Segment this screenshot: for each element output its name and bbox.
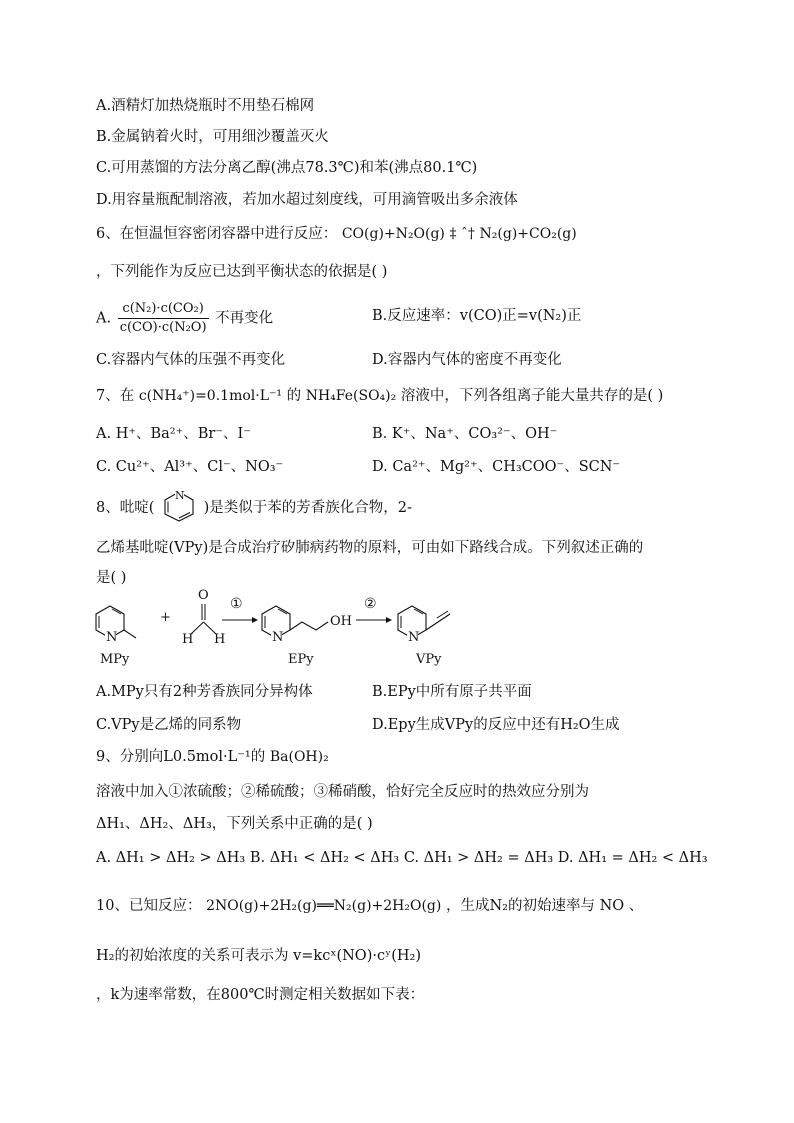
q5-option-c: C.可用蒸馏的方法分离乙醇(沸点78.3℃)和苯(沸点80.1℃) xyxy=(96,160,478,176)
mpy-label: MPy xyxy=(100,652,130,667)
q8-option-a: A.MPy只有2种芳香族同分异构体 xyxy=(96,684,313,700)
formaldehyde-o-label: O xyxy=(198,588,209,603)
step-1-label: ① xyxy=(230,596,243,612)
q10-stem-line1 xyxy=(96,896,643,916)
q6-fraction-denominator: c(CO)·c(N₂O) xyxy=(119,320,207,335)
plus-sign: + xyxy=(160,610,171,625)
q9-options: A. ΔH₁ > ΔH₂ > ΔH₃ B. ΔH₁ < ΔH₂ < ΔH₃ C. ΔH₁ > ΔH₂ = ΔH₃ D. ΔH₁ = ΔH₂ < ΔH₃ xyxy=(96,850,708,866)
q9-stem-line2: 溶液中加入①浓硫酸；②稀硫酸；③稀硝酸，恰好完全反应时的热效应分别为 xyxy=(96,784,589,800)
q6-reversible-arrow: ‡ ˆ† xyxy=(449,226,475,242)
q5-option-a: A.酒精灯加热烧瓶时不用垫石棉网 xyxy=(96,98,315,114)
q8-option-c: C.VPy是乙烯的同系物 xyxy=(96,717,242,733)
q7-stem xyxy=(96,386,663,406)
q10-reaction: 2NO(g)+2H₂(g)══N₂(g)+2H₂O(g) xyxy=(206,898,442,914)
q10-line1-post: ，生成N₂的初始速率与 NO 、 xyxy=(445,898,644,914)
q8-stem xyxy=(96,489,412,518)
q10-line1-pre: 10、已知反应： xyxy=(96,898,202,914)
q6-reaction-right: N₂(g)+CO₂(g) xyxy=(479,226,577,242)
epy-label: EPy xyxy=(288,652,314,667)
q6-option-d: D.容器内气体的密度不再变化 xyxy=(372,352,562,368)
q6-stem xyxy=(96,224,577,244)
q5-option-d: D.用容量瓶配制溶液，若加水超过刻度线，可用滴管吸出多余液体 xyxy=(96,192,518,208)
q7-stem-post: 溶液中，下列各组离子能大量共存的是( ) xyxy=(400,388,664,404)
q8-stem-line3: 是( ) xyxy=(96,570,127,586)
q8-stem-line2: 乙烯基吡啶(VPy)是合成治疗矽肺病药物的原料，可由如下路线合成。下列叙述正确的 xyxy=(96,540,644,556)
q6-stem-pre: 6、在恒温恒容密闭容器中进行反应： xyxy=(96,226,338,242)
q5-option-b: B.金属钠着火时，可用细沙覆盖灭火 xyxy=(96,129,329,145)
epy-oh-label: OH xyxy=(330,614,352,629)
step-2-label: ② xyxy=(364,596,377,612)
q8-option-d: D.Epy生成VPy的反应中还有H₂O生成 xyxy=(372,717,620,733)
q6-option-b: B.反应速率：v(CO)正=v(N₂)正 xyxy=(372,308,582,324)
q7-concentration: c(NH₄⁺)=0.1mol·L⁻¹ xyxy=(138,388,282,404)
q10-stem-line2: H₂的初始浓度的关系可表示为 v=kcˣ(NO)·cʸ(H₂) xyxy=(96,948,421,964)
q6-option-a-label: A. xyxy=(96,310,112,327)
q7-option-b: B. K⁺、Na⁺、CO₃²⁻、OH⁻ xyxy=(372,426,558,442)
q8-stem-post: )是类似于苯的芳香族化合物，2- xyxy=(203,500,412,516)
q10-stem-line3: ，k为速率常数，在800℃时测定相关数据如下表： xyxy=(96,987,425,1003)
reaction-scheme xyxy=(90,588,470,674)
pyridine-n-label: N xyxy=(175,489,185,502)
q9-stem-line3: ΔH₁、ΔH₂、ΔH₃，下列关系中正确的是( ) xyxy=(96,816,373,832)
mpy-n-label: N xyxy=(106,630,118,645)
q7-stem-mid: 的 xyxy=(286,388,302,404)
q6-option-a xyxy=(96,300,273,337)
q9-line1-pre: 9、分别向L0.5mol·L⁻¹的 xyxy=(96,749,266,765)
q9-base-formula: Ba(OH)₂ xyxy=(269,749,329,765)
q6-option-a-post: 不再变化 xyxy=(215,310,274,327)
q9-stem-line1 xyxy=(96,747,329,767)
q8-stem-pre: 8、吡啶( xyxy=(96,500,155,516)
q7-option-a: A. H⁺、Ba²⁺、Br⁻、I⁻ xyxy=(96,426,251,442)
q6-stem-post: ，下列能作为反应已达到平衡状态的依据是( ) xyxy=(96,264,388,280)
q7-option-c: C. Cu²⁺、Al³⁺、Cl⁻、NO₃⁻ xyxy=(96,459,284,475)
vpy-label: VPy xyxy=(416,652,442,667)
q7-salt-formula: NH₄Fe(SO₄)₂ xyxy=(305,388,397,404)
vpy-n-label: N xyxy=(408,630,420,645)
q6-fraction xyxy=(118,300,209,337)
epy-n-label: N xyxy=(272,630,284,645)
formaldehyde-h-right: H xyxy=(214,632,226,647)
q7-option-d: D. Ca²⁺、Mg²⁺、CH₃COO⁻、SCN⁻ xyxy=(372,459,621,475)
q7-stem-pre: 7、在 xyxy=(96,388,135,404)
q6-option-c: C.容器内气体的压强不再变化 xyxy=(96,352,286,368)
q6-fraction-numerator: c(N₂)·c(CO₂) xyxy=(118,300,209,319)
pyridine-inline xyxy=(159,489,199,518)
formaldehyde-h-left: H xyxy=(182,632,194,647)
q6-reaction-left: CO(g)+N₂O(g) xyxy=(341,226,445,242)
q8-option-b: B.EPy中所有原子共平面 xyxy=(372,684,532,700)
